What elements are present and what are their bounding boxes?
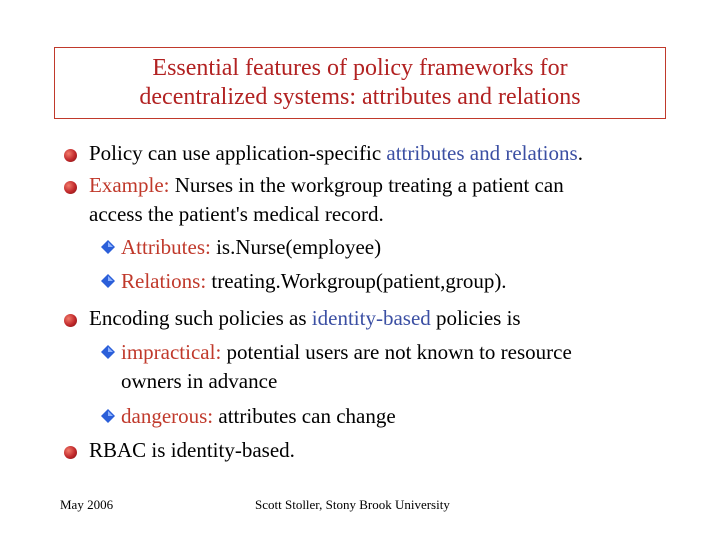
bullet-1 (89, 140, 583, 166)
red-ball-bullet-icon (64, 149, 77, 162)
red-ball-bullet-icon (64, 446, 77, 459)
dangerous-text: attributes can change (213, 404, 396, 428)
bullet-1-text: Policy can use application-specific (89, 141, 387, 165)
slide-title (54, 47, 666, 119)
title-line-2: decentralized systems: attributes and relations (139, 84, 581, 110)
red-ball-bullet-icon (64, 314, 77, 327)
bullet-2-text-1: Nurses in the workgroup treating a patient can (169, 173, 564, 197)
blue-diamond-bullet-icon (101, 274, 115, 288)
attributes-label: Attributes: (121, 235, 211, 259)
bullet-3-text: Encoding such policies as (89, 306, 312, 330)
bullet-1-highlight: attributes and relations (386, 141, 578, 165)
relations-text: treating.Workgroup(patient,group). (206, 269, 507, 293)
red-ball-bullet-icon (64, 181, 77, 194)
attributes-text: is.Nurse(employee) (210, 235, 382, 259)
bullet-3-tail: policies is (430, 306, 521, 330)
bullet-4: RBAC is identity-based. (89, 438, 295, 462)
bullet-1-tail: . (577, 141, 583, 165)
bullet-2-line-2: access the patient's medical record. (89, 202, 384, 226)
sub-bullet-relations (121, 268, 507, 294)
impractical-text-1: potential users are not known to resource (221, 340, 572, 364)
footer-date: May 2006 (60, 497, 114, 512)
bullet-2-label: Example: (89, 173, 170, 197)
sub-bullet-attributes (121, 234, 381, 260)
bullet-3-highlight: identity-based (311, 306, 431, 330)
sub-bullet-impractical-line-2: owners in advance (121, 369, 278, 393)
dangerous-label: dangerous: (121, 404, 214, 428)
sub-bullet-dangerous (121, 403, 396, 429)
impractical-label: impractical: (121, 340, 222, 364)
bullet-3 (89, 305, 521, 331)
blue-diamond-bullet-icon (101, 240, 115, 254)
blue-diamond-bullet-icon (101, 345, 115, 359)
relations-label: Relations: (121, 269, 207, 293)
footer-author: Scott Stoller, Stony Brook University (255, 497, 450, 512)
bullet-2-line-1 (89, 172, 564, 198)
sub-bullet-impractical-line-1 (121, 339, 572, 365)
blue-diamond-bullet-icon (101, 409, 115, 423)
title-line-1: Essential features of policy frameworks for (152, 55, 568, 81)
